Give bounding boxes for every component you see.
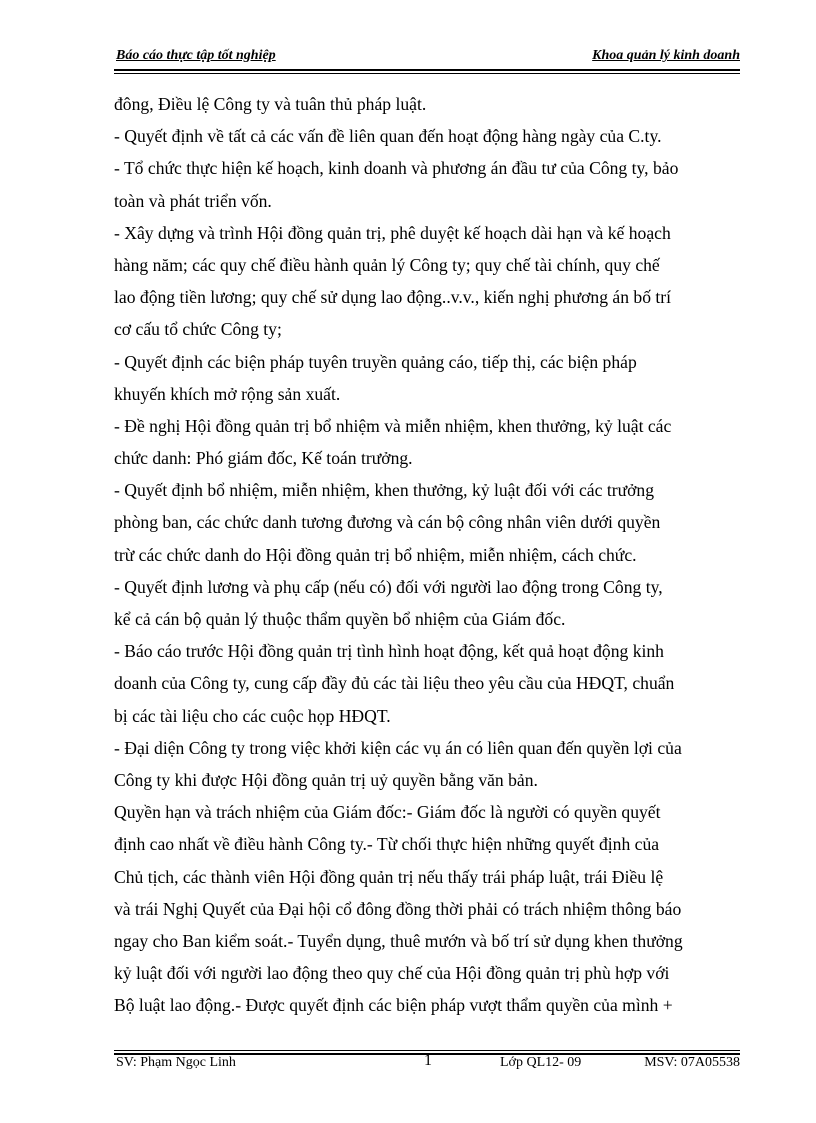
text-line: kể cả cán bộ quản lý thuộc thẩm quyền bổ nhiệm của Giám đốc. [114,609,566,629]
text-line: - Quyết định các biện pháp tuyên truyền quảng cáo, tiếp thị, các biện pháp [114,351,637,372]
text-line: toàn và phát triển vốn. [114,190,272,211]
header-title-left: Báo cáo thực tập tốt nghiệp [116,48,276,63]
text-line: đông, Điều lệ Công ty và tuân thủ pháp luật. [114,94,427,114]
text-line: Công ty khi được Hội đồng quản trị uỷ quyền bằng văn bản. [114,769,538,790]
text-line: - Tổ chức thực hiện kế hoạch, kinh doanh và phương án đầu tư của Công ty, bảo [114,158,679,179]
text-line: bị các tài liệu cho các cuộc họp HĐQT. [114,705,391,726]
header-rule-thin [114,73,740,74]
text-line: cơ cấu tổ chức Công ty; [114,319,282,340]
text-line: chức danh: Phó giám đốc, Kế toán trưởng. [114,448,413,469]
text-line: ngay cho Ban kiểm soát.- Tuyển dụng, thuê mướn và bố trí sử dụng khen thưởng [114,930,683,951]
text-line: - Quyết định bổ nhiệm, miễn nhiệm, khen thưởng, kỷ luật đối với các trưởng [114,480,655,501]
text-line: Quyền hạn và trách nhiệm của Giám đốc:- Giám đốc là người có quyền quyết [114,802,661,823]
text-line: doanh của Công ty, cung cấp đầy đủ các tài liệu theo yêu cầu của HĐQT, chuẩn [114,673,675,694]
text-line: phòng ban, các chức danh tương đương và cán bộ công nhân viên dưới quyền [114,512,661,533]
text-line: - Quyết định lương và phụ cấp (nếu có) đối với người lao động trong Công ty, [114,576,663,597]
text-line: Bộ luật lao động.- Được quyết định các biện pháp vượt thẩm quyền của mình + [114,995,673,1016]
text-line: - Quyết định về tất cả các vấn đề liên quan đến hoạt động hàng ngày của C.ty. [114,126,662,147]
text-line: - Xây dựng và trình Hội đồng quản trị, phê duyệt kế hoạch dài hạn và kế hoạch [114,222,671,243]
text-line: Chủ tịch, các thành viên Hội đồng quản trị nếu thấy trái pháp luật, trái Điều lệ [114,866,664,887]
page-number: 1 [424,1052,432,1069]
header-title-right: Khoa quản lý kinh doanh [592,48,740,63]
text-line: định cao nhất về điều hành Công ty.- Từ chối thực hiện những quyết định của [114,834,660,855]
text-line: và trái Nghị Quyết của Đại hội cổ đông đồng thời phải có trách nhiệm thông báo [114,898,682,919]
footer-class: Lớp QL12- 09 [500,1055,582,1070]
page-header [114,48,740,70]
text-line: hàng năm; các quy chế điều hành quản lý Công ty; quy chế tài chính, quy chế [114,254,660,275]
text-line: khuyến khích mở rộng sản xuất. [114,383,341,404]
footer-student-name: SV: Phạm Ngọc Linh [116,1055,236,1070]
footer-student-id: MSV: 07A05538 [644,1055,740,1070]
footer-rule-thin [114,1050,740,1051]
header-rule-thick [114,69,740,71]
text-line: lao động tiền lương; quy chế sử dụng lao động..v.v., kiến nghị phương án bố trí [114,287,672,308]
text-line: - Đại diện Công ty trong việc khởi kiện các vụ án có liên quan đến quyền lợi của [114,737,682,758]
text-line: kỷ luật đối với người lao động theo quy chế của Hội đồng quản trị phù hợp với [114,963,670,984]
page-footer [114,1052,740,1077]
document-body [114,88,744,1021]
text-line: - Đề nghị Hội đồng quản trị bổ nhiệm và miễn nhiệm, khen thưởng, kỷ luật các [114,415,672,436]
text-line: trừ các chức danh do Hội đồng quản trị bổ nhiệm, miễn nhiệm, cách chức. [114,544,637,565]
text-line: - Báo cáo trước Hội đồng quản trị tình hình hoạt động, kết quả hoạt động kinh [114,641,664,662]
